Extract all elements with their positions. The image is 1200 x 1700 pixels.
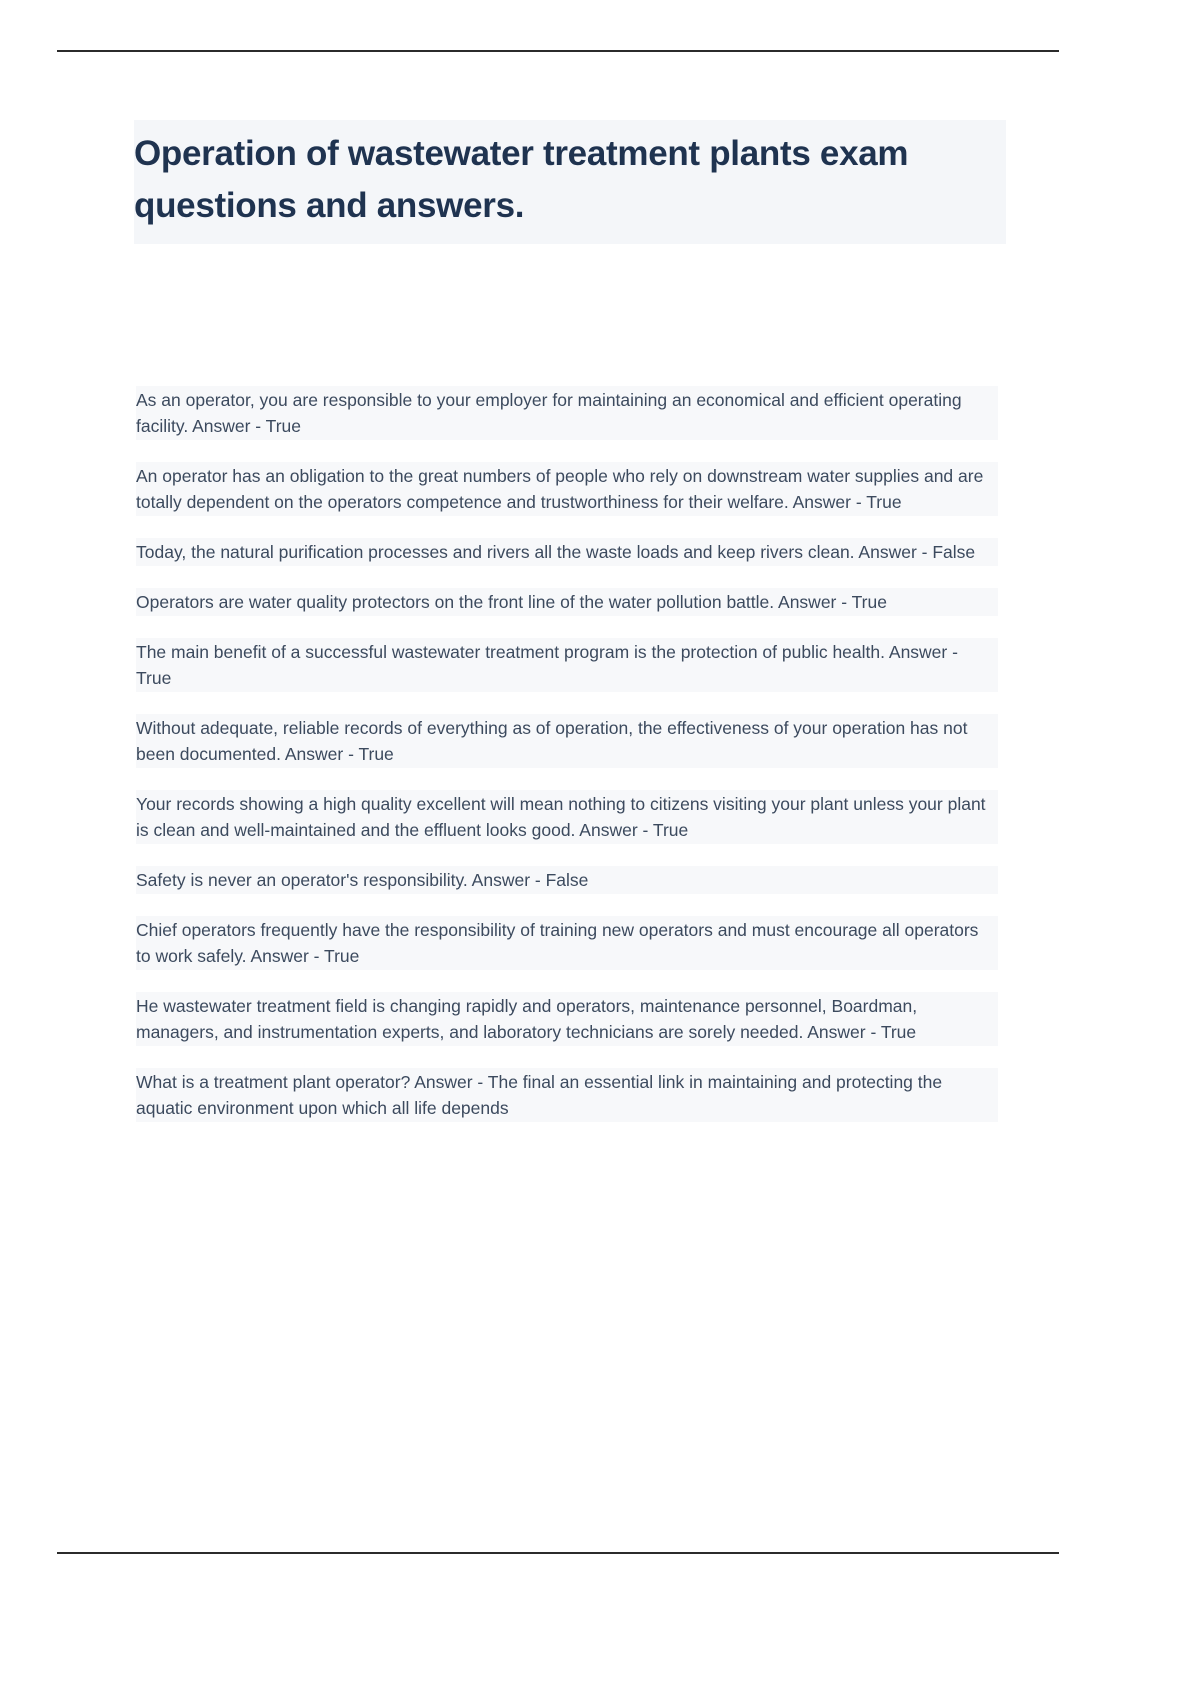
list-item: Without adequate, reliable records of everything as of operation, the effectiveness of your operation has not been documented. Answer - True: [136, 714, 998, 768]
document-content: [136, 120, 1016, 1122]
list-item: Your records showing a high quality excellent will mean nothing to citizens visiting your plant unless your plant is clean and well-maintained and the effluent looks good. Answer - True: [136, 790, 998, 844]
footer-divider: [57, 1552, 1059, 1554]
page-title: Operation of wastewater treatment plants exam questions and answers.: [134, 120, 1006, 244]
list-item: An operator has an obligation to the great numbers of people who rely on downstream water supplies and are totally dependent on the operators competence and trustworthiness for their welfare. Answer - True: [136, 462, 998, 516]
list-item: Today, the natural purification processes and rivers all the waste loads and keep rivers clean. Answer - False: [136, 538, 998, 566]
list-item: He wastewater treatment field is changing rapidly and operators, maintenance personnel, Boardman, managers, and instrumentation experts, and laboratory technicians are sorely needed. Answer - True: [136, 992, 998, 1046]
list-item: The main benefit of a successful wastewater treatment program is the protection of public health. Answer - True: [136, 638, 998, 692]
list-item: As an operator, you are responsible to your employer for maintaining an economical and efficient operating facility. Answer - True: [136, 386, 998, 440]
header-divider: [57, 50, 1059, 52]
qa-list: [136, 386, 1016, 1122]
list-item: Chief operators frequently have the responsibility of training new operators and must encourage all operators to work safely. Answer - True: [136, 916, 998, 970]
list-item: Operators are water quality protectors on the front line of the water pollution battle. Answer - True: [136, 588, 998, 616]
list-item: Safety is never an operator's responsibility. Answer - False: [136, 866, 998, 894]
list-item: What is a treatment plant operator? Answer - The final an essential link in maintaining and protecting the aquatic environment upon which all life depends: [136, 1068, 998, 1122]
